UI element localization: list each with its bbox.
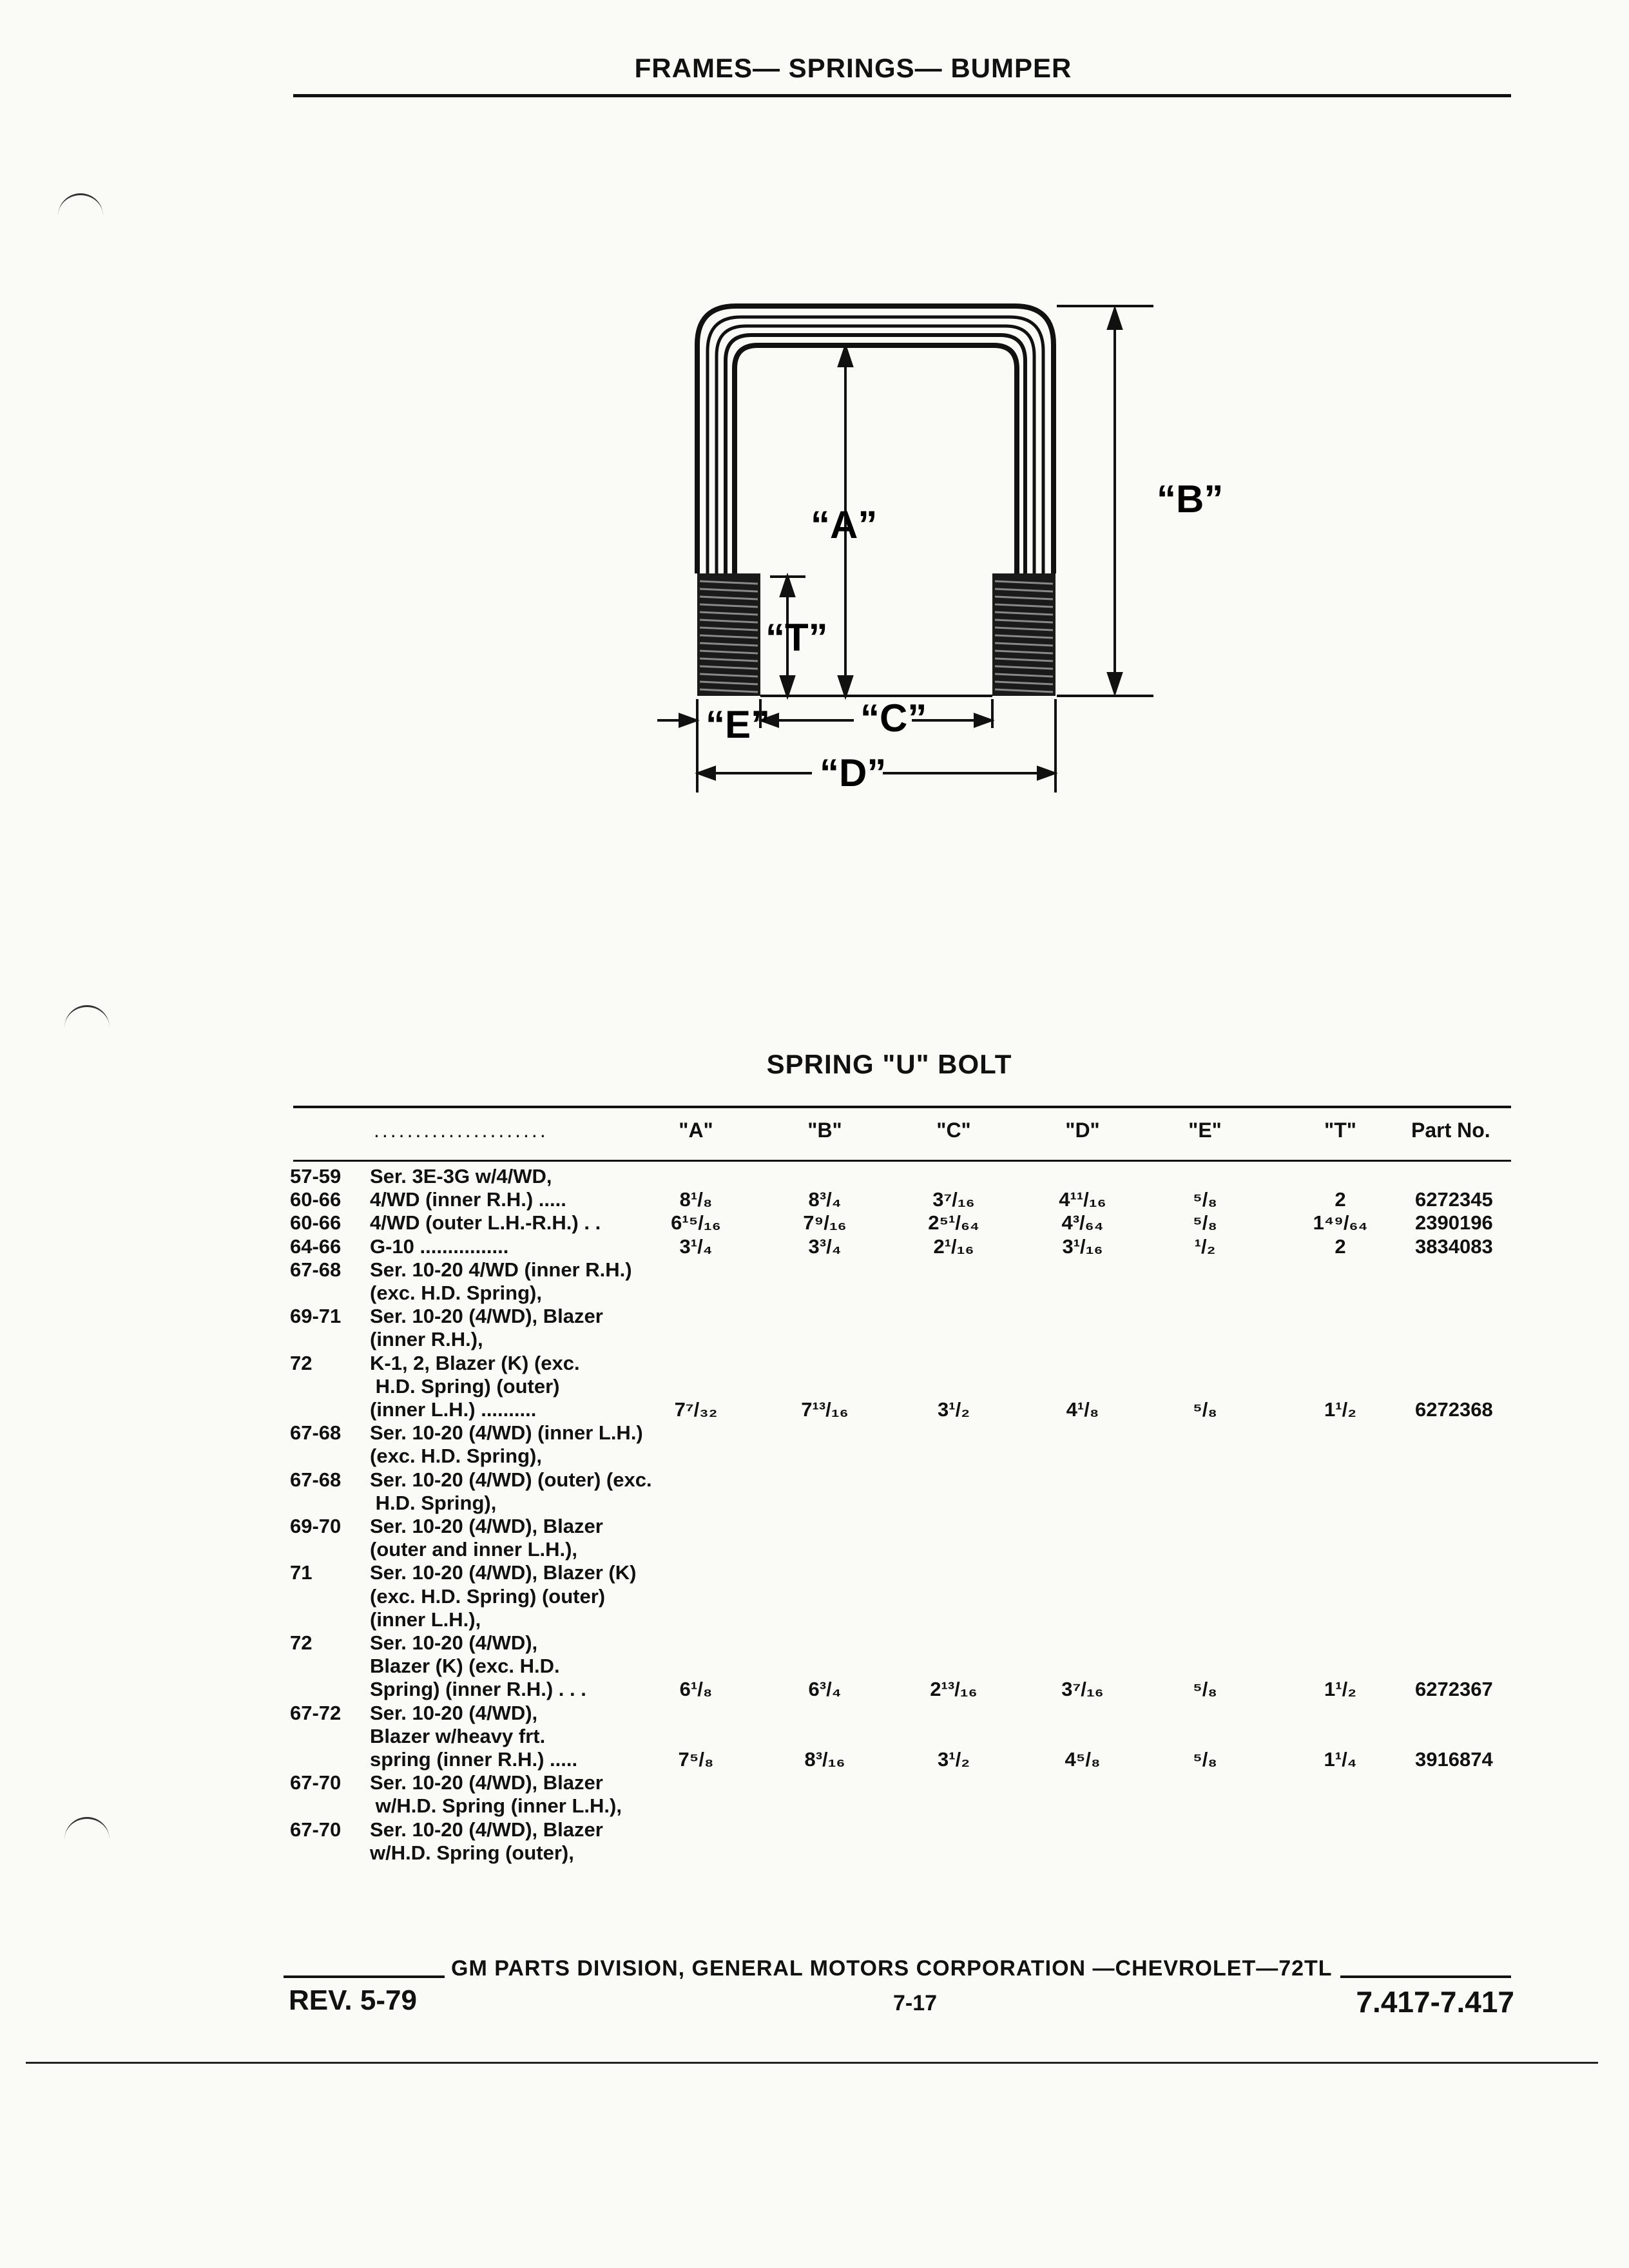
table-row xyxy=(0,1305,1629,1328)
cell-d: 4³/₆₄ xyxy=(1061,1211,1104,1235)
cell-t: 2 xyxy=(1335,1188,1346,1211)
table-row xyxy=(0,1258,1629,1282)
cell-desc: Ser. 10-20 (4/WD) (outer) (exc. xyxy=(370,1468,652,1491)
cell-desc: 4/WD (outer L.H.-R.H.) . . xyxy=(370,1211,601,1235)
cell-year: 69-71 xyxy=(290,1305,342,1328)
cell-desc: (inner L.H.) .......... xyxy=(370,1398,537,1421)
cell-year: 60-66 xyxy=(290,1211,342,1235)
cell-d: 4¹¹/₁₆ xyxy=(1059,1188,1106,1211)
cell-year: 67-68 xyxy=(290,1468,342,1491)
cell-year: 72 xyxy=(290,1351,313,1374)
cell-d: 4⁵/₈ xyxy=(1065,1748,1101,1771)
table-row xyxy=(0,1468,1629,1492)
cell-desc: (exc. H.D. Spring) (outer) xyxy=(370,1584,606,1608)
dim-label-b: “B” xyxy=(1157,477,1224,521)
table-row xyxy=(0,1235,1629,1258)
cell-desc: Ser. 3E-3G w/4/WD, xyxy=(370,1165,552,1187)
dim-label-d: “D” xyxy=(820,751,887,794)
cell-a: 3¹/₄ xyxy=(679,1235,713,1258)
table-row xyxy=(0,1794,1629,1818)
page-title: FRAMES— SPRINGS— BUMPER xyxy=(634,53,1072,83)
cell-a: 8¹/₈ xyxy=(679,1188,713,1211)
table-row xyxy=(0,1631,1629,1655)
table-title: SPRING "U" BOLT xyxy=(766,1049,1012,1079)
table-row xyxy=(0,1608,1629,1631)
cell-year: 67-68 xyxy=(290,1421,342,1445)
cell-desc: Ser. 10-20 (4/WD), Blazer xyxy=(370,1771,603,1794)
cell-year: 57-59 xyxy=(290,1165,342,1187)
table-row xyxy=(0,1421,1629,1445)
b-dimension xyxy=(1057,306,1153,696)
cell-e: ⁵/₈ xyxy=(1193,1678,1217,1701)
cell-desc: Ser. 10-20 (4/WD), Blazer (K) xyxy=(370,1561,637,1584)
table-row xyxy=(0,1655,1629,1678)
table-row xyxy=(0,1725,1629,1748)
cell-desc: H.D. Spring) (outer) xyxy=(370,1374,560,1398)
dim-label-t: “T” xyxy=(766,616,828,659)
table-row xyxy=(0,1352,1629,1375)
cell-desc: Ser. 10-20 (4/WD), Blazer xyxy=(370,1305,603,1328)
cell-b: 6³/₄ xyxy=(808,1678,842,1701)
cell-b: 8³/₁₆ xyxy=(804,1748,845,1771)
cell-desc: (inner L.H.), xyxy=(370,1608,481,1631)
cell-desc: 4/WD (inner R.H.) ..... xyxy=(370,1188,566,1211)
cell-desc: Spring) (inner R.H.) . . . xyxy=(370,1678,586,1701)
cell-part: 6272345 xyxy=(1415,1188,1493,1211)
cell-year: 67-72 xyxy=(290,1701,342,1724)
cell-desc: (outer and inner L.H.), xyxy=(370,1538,578,1561)
table-row xyxy=(0,1211,1629,1235)
cell-d: 3¹/₁₆ xyxy=(1062,1235,1103,1258)
cell-e: ⁵/₈ xyxy=(1193,1211,1217,1235)
table-row xyxy=(0,1282,1629,1305)
cell-c: 3⁷/₁₆ xyxy=(932,1188,975,1211)
cell-year: 67-68 xyxy=(290,1258,342,1281)
u-bolt-diagram xyxy=(644,284,1224,825)
cell-desc: Ser. 10-20 (4/WD) (inner L.H.) xyxy=(370,1421,643,1445)
section-number: 7.417-7.417 xyxy=(1356,1985,1514,2019)
cell-c: 2¹/₁₆ xyxy=(933,1235,974,1258)
left-thread xyxy=(697,573,760,696)
cell-year: 71 xyxy=(290,1561,313,1584)
punch-hole-mark xyxy=(58,193,103,221)
dim-label-c: “C” xyxy=(860,697,927,740)
cell-desc: Ser. 10-20 (4/WD), Blazer xyxy=(370,1515,603,1537)
footer-publisher: GM PARTS DIVISION, GENERAL MOTORS CORPORATION —CHEVROLET—72TL xyxy=(451,1956,1333,1981)
col-header-part-no: Part No. xyxy=(1411,1119,1490,1142)
table-row xyxy=(0,1375,1629,1398)
bottom-rule xyxy=(26,2062,1598,2064)
cell-desc: H.D. Spring), xyxy=(370,1491,497,1514)
cell-year: 64-66 xyxy=(290,1235,342,1258)
cell-desc: Blazer (K) (exc. H.D. xyxy=(370,1655,560,1678)
cell-year: 60-66 xyxy=(290,1188,342,1211)
dim-label-a: “A” xyxy=(811,503,878,546)
cell-year: 72 xyxy=(290,1631,313,1654)
table-row xyxy=(0,1328,1629,1351)
header-leader-dots: ..................... xyxy=(374,1119,548,1142)
cell-t: 2 xyxy=(1335,1235,1346,1258)
cell-desc: spring (inner R.H.) ..... xyxy=(370,1748,578,1771)
cell-desc: (exc. H.D. Spring), xyxy=(370,1445,542,1468)
cell-e: ⁵/₈ xyxy=(1193,1748,1217,1771)
cell-desc: K-1, 2, Blazer (K) (exc. xyxy=(370,1351,580,1374)
cell-part: 2390196 xyxy=(1415,1211,1493,1235)
page-number: 7-17 xyxy=(892,1991,938,2015)
cell-c: 2¹³/₁₆ xyxy=(930,1678,978,1701)
cell-d: 3⁷/₁₆ xyxy=(1061,1678,1104,1701)
cell-desc: Blazer w/heavy frt. xyxy=(370,1724,546,1747)
cell-t: 1¹/₂ xyxy=(1324,1678,1356,1701)
table-row xyxy=(0,1585,1629,1608)
cell-e: ⁵/₈ xyxy=(1193,1188,1217,1211)
table-row xyxy=(0,1771,1629,1794)
cell-c: 3¹/₂ xyxy=(938,1398,970,1421)
cell-b: 7¹³/₁₆ xyxy=(801,1398,849,1421)
footer-rule-right xyxy=(1340,1975,1511,1978)
cell-desc: Ser. 10-20 (4/WD), xyxy=(370,1631,538,1654)
cell-a: 7⁵/₈ xyxy=(678,1748,714,1771)
header-rule xyxy=(293,94,1511,97)
right-thread xyxy=(992,573,1055,696)
cell-year: 67-70 xyxy=(290,1818,342,1841)
table-header-rule xyxy=(293,1160,1511,1162)
table-row xyxy=(0,1398,1629,1421)
revision-label: REV. 5-79 xyxy=(289,1984,417,2016)
punch-hole-mark xyxy=(64,1005,110,1033)
cell-b: 3³/₄ xyxy=(808,1235,842,1258)
col-header-c: "C" xyxy=(936,1119,971,1142)
cell-desc: Ser. 10-20 (4/WD), xyxy=(370,1701,538,1724)
cell-c: 3¹/₂ xyxy=(938,1748,970,1771)
cell-t: 1¹/₄ xyxy=(1324,1748,1357,1771)
cell-desc: G-10 ................ xyxy=(370,1235,509,1258)
table-row xyxy=(0,1538,1629,1561)
cell-b: 7⁹/₁₆ xyxy=(803,1211,847,1235)
table-row xyxy=(0,1678,1629,1701)
cell-d: 4¹/₈ xyxy=(1066,1398,1099,1421)
cell-year: 67-70 xyxy=(290,1771,342,1794)
cell-a: 7⁷/₃₂ xyxy=(674,1398,718,1421)
table-top-rule xyxy=(293,1106,1511,1108)
footer-rule-left xyxy=(284,1975,445,1978)
dim-label-e: “E” xyxy=(706,703,771,746)
table-row xyxy=(0,1165,1629,1188)
cell-a: 6¹/₈ xyxy=(679,1678,713,1701)
cell-part: 3834083 xyxy=(1415,1235,1493,1258)
table-row xyxy=(0,1702,1629,1725)
cell-part: 6272368 xyxy=(1415,1398,1493,1421)
cell-part: 3916874 xyxy=(1415,1748,1493,1771)
table-row xyxy=(0,1561,1629,1584)
cell-e: ¹/₂ xyxy=(1194,1235,1216,1258)
col-header-b: "B" xyxy=(807,1119,842,1142)
cell-e: ⁵/₈ xyxy=(1193,1398,1217,1421)
cell-t: 1¹/₂ xyxy=(1324,1398,1356,1421)
col-header-e: "E" xyxy=(1188,1119,1222,1142)
table-row xyxy=(0,1445,1629,1468)
cell-desc: Ser. 10-20 4/WD (inner R.H.) xyxy=(370,1258,632,1281)
cell-year: 69-70 xyxy=(290,1515,342,1537)
cell-desc: w/H.D. Spring (outer), xyxy=(370,1841,574,1864)
cell-a: 6¹⁵/₁₆ xyxy=(671,1211,721,1235)
table-row xyxy=(0,1188,1629,1211)
cell-part: 6272367 xyxy=(1415,1678,1493,1701)
table-row xyxy=(0,1515,1629,1538)
col-header-d: "D" xyxy=(1065,1119,1100,1142)
cell-desc: w/H.D. Spring (inner L.H.), xyxy=(370,1794,622,1818)
cell-desc: (inner R.H.), xyxy=(370,1328,483,1351)
table-row xyxy=(0,1818,1629,1841)
cell-desc: (exc. H.D. Spring), xyxy=(370,1282,542,1304)
cell-c: 2⁵¹/₆₄ xyxy=(928,1211,979,1235)
col-header-a: "A" xyxy=(679,1119,713,1142)
cell-desc: Ser. 10-20 (4/WD), Blazer xyxy=(370,1818,603,1841)
table-row xyxy=(0,1841,1629,1865)
cell-b: 8³/₄ xyxy=(808,1188,842,1211)
cell-t: 1⁴⁹/₆₄ xyxy=(1313,1211,1368,1235)
table-row xyxy=(0,1492,1629,1515)
col-header-t: "T" xyxy=(1324,1119,1356,1142)
table-row xyxy=(0,1748,1629,1771)
